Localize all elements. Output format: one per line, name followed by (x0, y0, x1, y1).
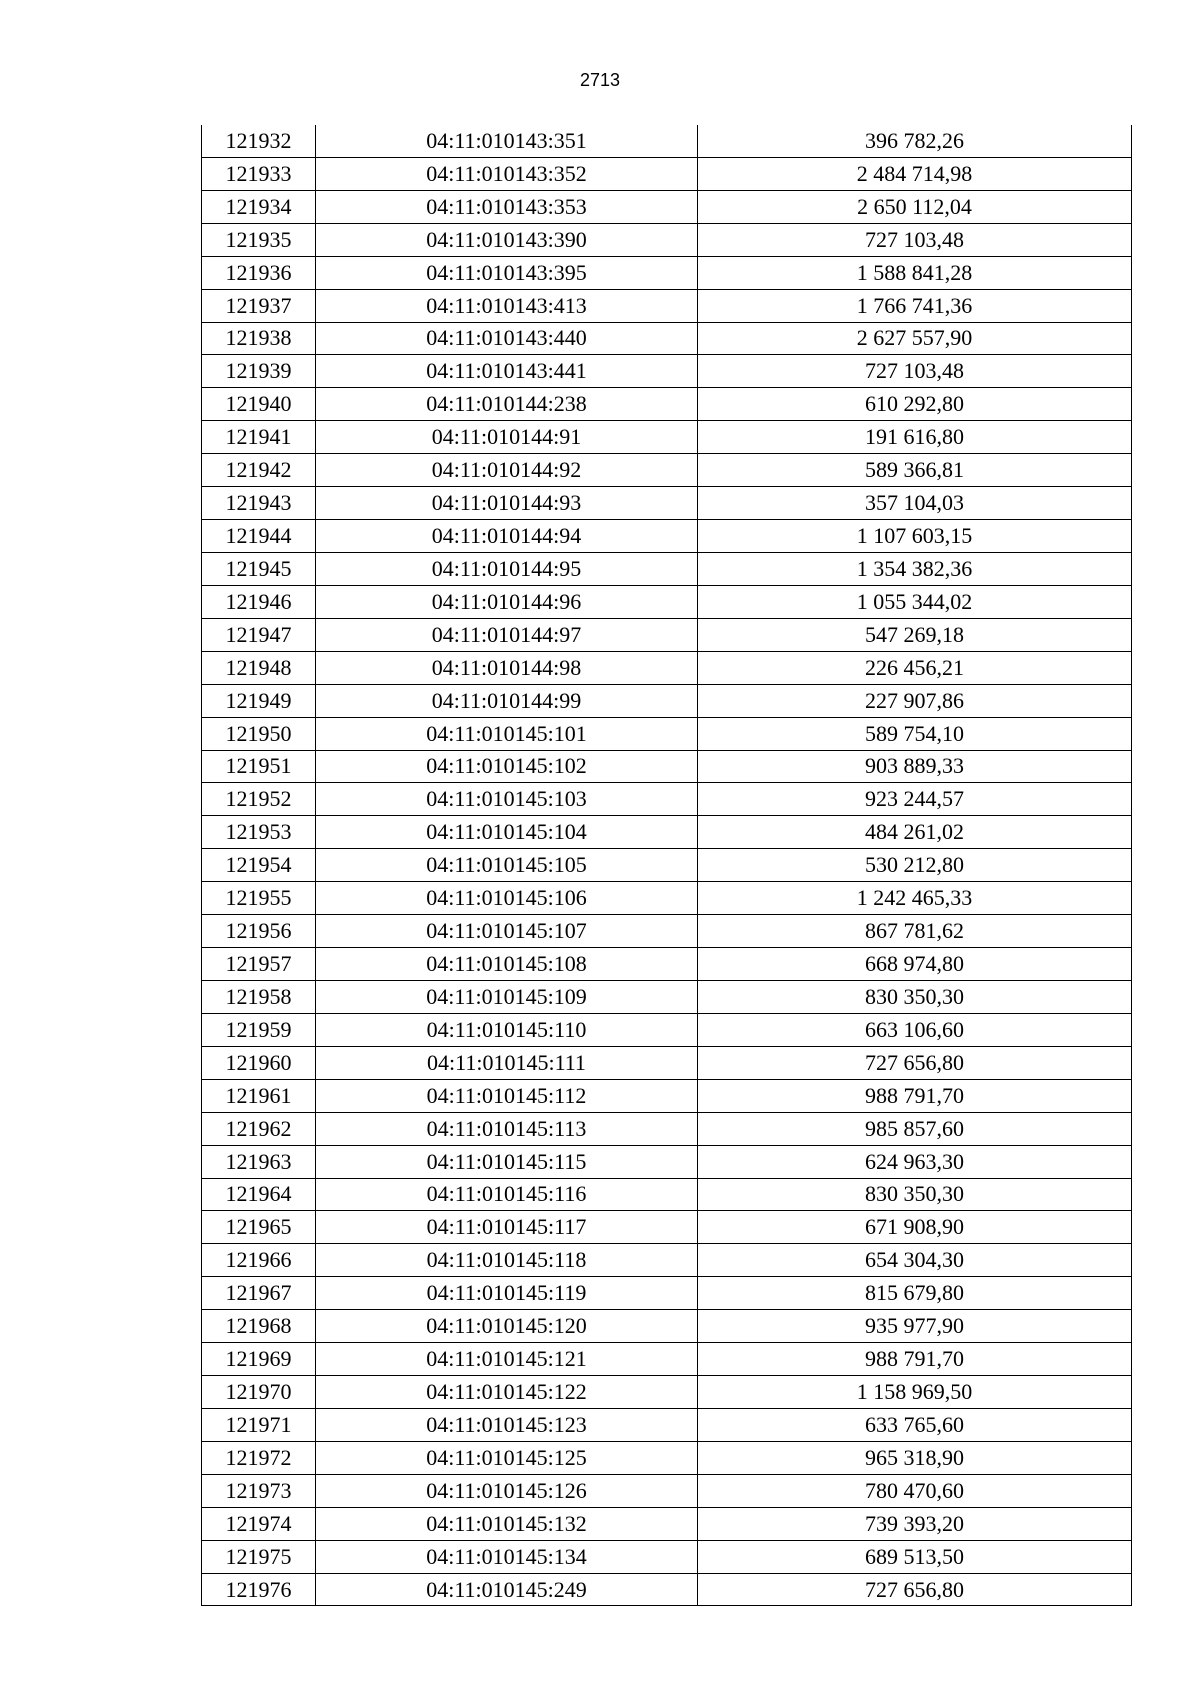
row-number-cell: 121963 (202, 1145, 316, 1178)
table-row (202, 190, 1132, 223)
cadastral-number-cell: 04:11:010145:102 (316, 750, 698, 783)
table-row (202, 125, 1132, 157)
cadastral-number-cell: 04:11:010144:96 (316, 585, 698, 618)
page-number: 2713 (579, 70, 621, 90)
cadastral-value-cell: 357 104,03 (698, 487, 1132, 520)
row-number-cell: 121964 (202, 1178, 316, 1211)
row-number-cell: 121960 (202, 1046, 316, 1079)
row-number-cell: 121934 (202, 190, 316, 223)
row-number-cell: 121935 (202, 223, 316, 256)
table-row (202, 520, 1132, 553)
cadastral-number-cell: 04:11:010145:249 (316, 1573, 698, 1606)
table-row (202, 1573, 1132, 1606)
row-number-cell: 121947 (202, 618, 316, 651)
table-row (202, 849, 1132, 882)
cadastral-value-cell: 589 754,10 (698, 717, 1132, 750)
row-number-cell: 121957 (202, 948, 316, 981)
row-number-cell: 121940 (202, 388, 316, 421)
cadastral-number-cell: 04:11:010145:110 (316, 1013, 698, 1046)
table-row (202, 1540, 1132, 1573)
row-number-cell: 121937 (202, 289, 316, 322)
row-number-cell: 121948 (202, 651, 316, 684)
cadastral-number-cell: 04:11:010144:94 (316, 520, 698, 553)
cadastral-number-cell: 04:11:010145:108 (316, 948, 698, 981)
cadastral-number-cell: 04:11:010143:413 (316, 289, 698, 322)
cadastral-value-cell: 727 103,48 (698, 355, 1132, 388)
cadastral-number-cell: 04:11:010145:117 (316, 1211, 698, 1244)
table-row (202, 750, 1132, 783)
cadastral-value-cell: 830 350,30 (698, 980, 1132, 1013)
row-number-cell: 121955 (202, 882, 316, 915)
table-row (202, 1408, 1132, 1441)
cadastral-number-cell: 04:11:010145:111 (316, 1046, 698, 1079)
cadastral-number-cell: 04:11:010145:121 (316, 1343, 698, 1376)
row-number-cell: 121970 (202, 1376, 316, 1409)
cadastral-value-cell: 689 513,50 (698, 1540, 1132, 1573)
row-number-cell: 121951 (202, 750, 316, 783)
row-number-cell: 121975 (202, 1540, 316, 1573)
table-row (202, 717, 1132, 750)
row-number-cell: 121971 (202, 1408, 316, 1441)
cadastral-value-cell: 739 393,20 (698, 1507, 1132, 1540)
cadastral-number-cell: 04:11:010145:109 (316, 980, 698, 1013)
cadastral-value-cell: 1 242 465,33 (698, 882, 1132, 915)
row-number-cell: 121966 (202, 1244, 316, 1277)
row-number-cell: 121952 (202, 783, 316, 816)
row-number-cell: 121962 (202, 1112, 316, 1145)
table-row (202, 1211, 1132, 1244)
cadastral-value-cell: 610 292,80 (698, 388, 1132, 421)
row-number-cell: 121959 (202, 1013, 316, 1046)
cadastral-value-cell: 903 889,33 (698, 750, 1132, 783)
cadastral-value-cell: 988 791,70 (698, 1343, 1132, 1376)
cadastral-value-cell: 1 354 382,36 (698, 552, 1132, 585)
table-row (202, 388, 1132, 421)
cadastral-number-cell: 04:11:010145:106 (316, 882, 698, 915)
table-row (202, 1343, 1132, 1376)
cadastral-number-cell: 04:11:010145:103 (316, 783, 698, 816)
row-number-cell: 121944 (202, 520, 316, 553)
table-row (202, 487, 1132, 520)
table-row (202, 1013, 1132, 1046)
table-body (202, 125, 1132, 1606)
cadastral-value-cell: 1 766 741,36 (698, 289, 1132, 322)
table-row (202, 816, 1132, 849)
cadastral-value-cell: 668 974,80 (698, 948, 1132, 981)
cadastral-number-cell: 04:11:010143:390 (316, 223, 698, 256)
row-number-cell: 121973 (202, 1474, 316, 1507)
cadastral-number-cell: 04:11:010145:123 (316, 1408, 698, 1441)
row-number-cell: 121969 (202, 1343, 316, 1376)
cadastral-number-cell: 04:11:010144:97 (316, 618, 698, 651)
table-row (202, 421, 1132, 454)
cadastral-value-cell: 780 470,60 (698, 1474, 1132, 1507)
cadastral-number-cell: 04:11:010143:440 (316, 322, 698, 355)
table-row (202, 980, 1132, 1013)
cadastral-number-cell: 04:11:010145:112 (316, 1079, 698, 1112)
cadastral-number-cell: 04:11:010144:95 (316, 552, 698, 585)
table-row (202, 256, 1132, 289)
row-number-cell: 121932 (202, 125, 316, 157)
table-row (202, 157, 1132, 190)
cadastral-number-cell: 04:11:010143:352 (316, 157, 698, 190)
row-number-cell: 121949 (202, 684, 316, 717)
row-number-cell: 121946 (202, 585, 316, 618)
row-number-cell: 121976 (202, 1573, 316, 1606)
row-number-cell: 121967 (202, 1277, 316, 1310)
table-row (202, 1277, 1132, 1310)
table-row (202, 1112, 1132, 1145)
cadastral-number-cell: 04:11:010144:92 (316, 454, 698, 487)
table-row (202, 1474, 1132, 1507)
row-number-cell: 121965 (202, 1211, 316, 1244)
cadastral-value-cell: 2 484 714,98 (698, 157, 1132, 190)
cadastral-value-cell: 2 650 112,04 (698, 190, 1132, 223)
table-row (202, 355, 1132, 388)
cadastral-value-cell: 727 656,80 (698, 1046, 1132, 1079)
row-number-cell: 121956 (202, 915, 316, 948)
table-row (202, 684, 1132, 717)
table-row (202, 223, 1132, 256)
cadastral-value-cell: 1 055 344,02 (698, 585, 1132, 618)
table-row (202, 948, 1132, 981)
cadastral-value-cell: 1 588 841,28 (698, 256, 1132, 289)
row-number-cell: 121974 (202, 1507, 316, 1540)
cadastral-value-cell: 663 106,60 (698, 1013, 1132, 1046)
table-row (202, 1310, 1132, 1343)
row-number-cell: 121942 (202, 454, 316, 487)
table-row (202, 651, 1132, 684)
cadastral-number-cell: 04:11:010144:98 (316, 651, 698, 684)
table-row (202, 915, 1132, 948)
cadastral-number-cell: 04:11:010145:134 (316, 1540, 698, 1573)
cadastral-value-cell: 227 907,86 (698, 684, 1132, 717)
row-number-cell: 121953 (202, 816, 316, 849)
table-row (202, 882, 1132, 915)
cadastral-value-cell: 396 782,26 (698, 125, 1132, 157)
cadastral-number-cell: 04:11:010145:122 (316, 1376, 698, 1409)
cadastral-number-cell: 04:11:010145:116 (316, 1178, 698, 1211)
cadastral-value-table (201, 125, 1132, 1606)
cadastral-value-cell: 1 158 969,50 (698, 1376, 1132, 1409)
row-number-cell: 121972 (202, 1441, 316, 1474)
row-number-cell: 121941 (202, 421, 316, 454)
cadastral-number-cell: 04:11:010143:441 (316, 355, 698, 388)
cadastral-number-cell: 04:11:010143:353 (316, 190, 698, 223)
row-number-cell: 121961 (202, 1079, 316, 1112)
cadastral-number-cell: 04:11:010145:118 (316, 1244, 698, 1277)
cadastral-number-cell: 04:11:010144:91 (316, 421, 698, 454)
table-row (202, 322, 1132, 355)
cadastral-value-cell: 727 656,80 (698, 1573, 1132, 1606)
row-number-cell: 121939 (202, 355, 316, 388)
table-row (202, 454, 1132, 487)
table-row (202, 552, 1132, 585)
cadastral-value-cell: 547 269,18 (698, 618, 1132, 651)
cadastral-number-cell: 04:11:010145:107 (316, 915, 698, 948)
cadastral-number-cell: 04:11:010145:113 (316, 1112, 698, 1145)
row-number-cell: 121936 (202, 256, 316, 289)
cadastral-value-cell: 815 679,80 (698, 1277, 1132, 1310)
table-row (202, 1046, 1132, 1079)
cadastral-value-cell: 1 107 603,15 (698, 520, 1132, 553)
table-row (202, 1178, 1132, 1211)
cadastral-value-cell: 633 765,60 (698, 1408, 1132, 1441)
cadastral-value-cell: 589 366,81 (698, 454, 1132, 487)
cadastral-number-cell: 04:11:010145:125 (316, 1441, 698, 1474)
cadastral-value-cell: 830 350,30 (698, 1178, 1132, 1211)
cadastral-value-cell: 867 781,62 (698, 915, 1132, 948)
table-row (202, 1441, 1132, 1474)
cadastral-value-cell: 923 244,57 (698, 783, 1132, 816)
table-row (202, 1079, 1132, 1112)
cadastral-value-cell: 935 977,90 (698, 1310, 1132, 1343)
cadastral-number-cell: 04:11:010144:93 (316, 487, 698, 520)
cadastral-value-cell: 654 304,30 (698, 1244, 1132, 1277)
table-row (202, 289, 1132, 322)
cadastral-number-cell: 04:11:010145:132 (316, 1507, 698, 1540)
cadastral-value-cell: 2 627 557,90 (698, 322, 1132, 355)
row-number-cell: 121954 (202, 849, 316, 882)
cadastral-number-cell: 04:11:010144:238 (316, 388, 698, 421)
cadastral-value-cell: 226 456,21 (698, 651, 1132, 684)
cadastral-value-cell: 985 857,60 (698, 1112, 1132, 1145)
cadastral-number-cell: 04:11:010145:126 (316, 1474, 698, 1507)
table-row (202, 783, 1132, 816)
row-number-cell: 121968 (202, 1310, 316, 1343)
cadastral-number-cell: 04:11:010143:395 (316, 256, 698, 289)
cadastral-number-cell: 04:11:010143:351 (316, 125, 698, 157)
table-row (202, 1244, 1132, 1277)
cadastral-value-cell: 988 791,70 (698, 1079, 1132, 1112)
row-number-cell: 121938 (202, 322, 316, 355)
table-row (202, 618, 1132, 651)
cadastral-number-cell: 04:11:010145:101 (316, 717, 698, 750)
table-row (202, 1145, 1132, 1178)
cadastral-value-cell: 191 616,80 (698, 421, 1132, 454)
cadastral-value-cell: 965 318,90 (698, 1441, 1132, 1474)
table-row (202, 1507, 1132, 1540)
row-number-cell: 121943 (202, 487, 316, 520)
table-row (202, 1376, 1132, 1409)
cadastral-value-cell: 484 261,02 (698, 816, 1132, 849)
row-number-cell: 121933 (202, 157, 316, 190)
cadastral-value-cell: 727 103,48 (698, 223, 1132, 256)
cadastral-number-cell: 04:11:010144:99 (316, 684, 698, 717)
cadastral-value-cell: 530 212,80 (698, 849, 1132, 882)
cadastral-number-cell: 04:11:010145:104 (316, 816, 698, 849)
row-number-cell: 121958 (202, 980, 316, 1013)
table-row (202, 585, 1132, 618)
cadastral-value-cell: 624 963,30 (698, 1145, 1132, 1178)
cadastral-number-cell: 04:11:010145:120 (316, 1310, 698, 1343)
row-number-cell: 121950 (202, 717, 316, 750)
cadastral-number-cell: 04:11:010145:115 (316, 1145, 698, 1178)
cadastral-number-cell: 04:11:010145:119 (316, 1277, 698, 1310)
cadastral-value-cell: 671 908,90 (698, 1211, 1132, 1244)
cadastral-number-cell: 04:11:010145:105 (316, 849, 698, 882)
row-number-cell: 121945 (202, 552, 316, 585)
